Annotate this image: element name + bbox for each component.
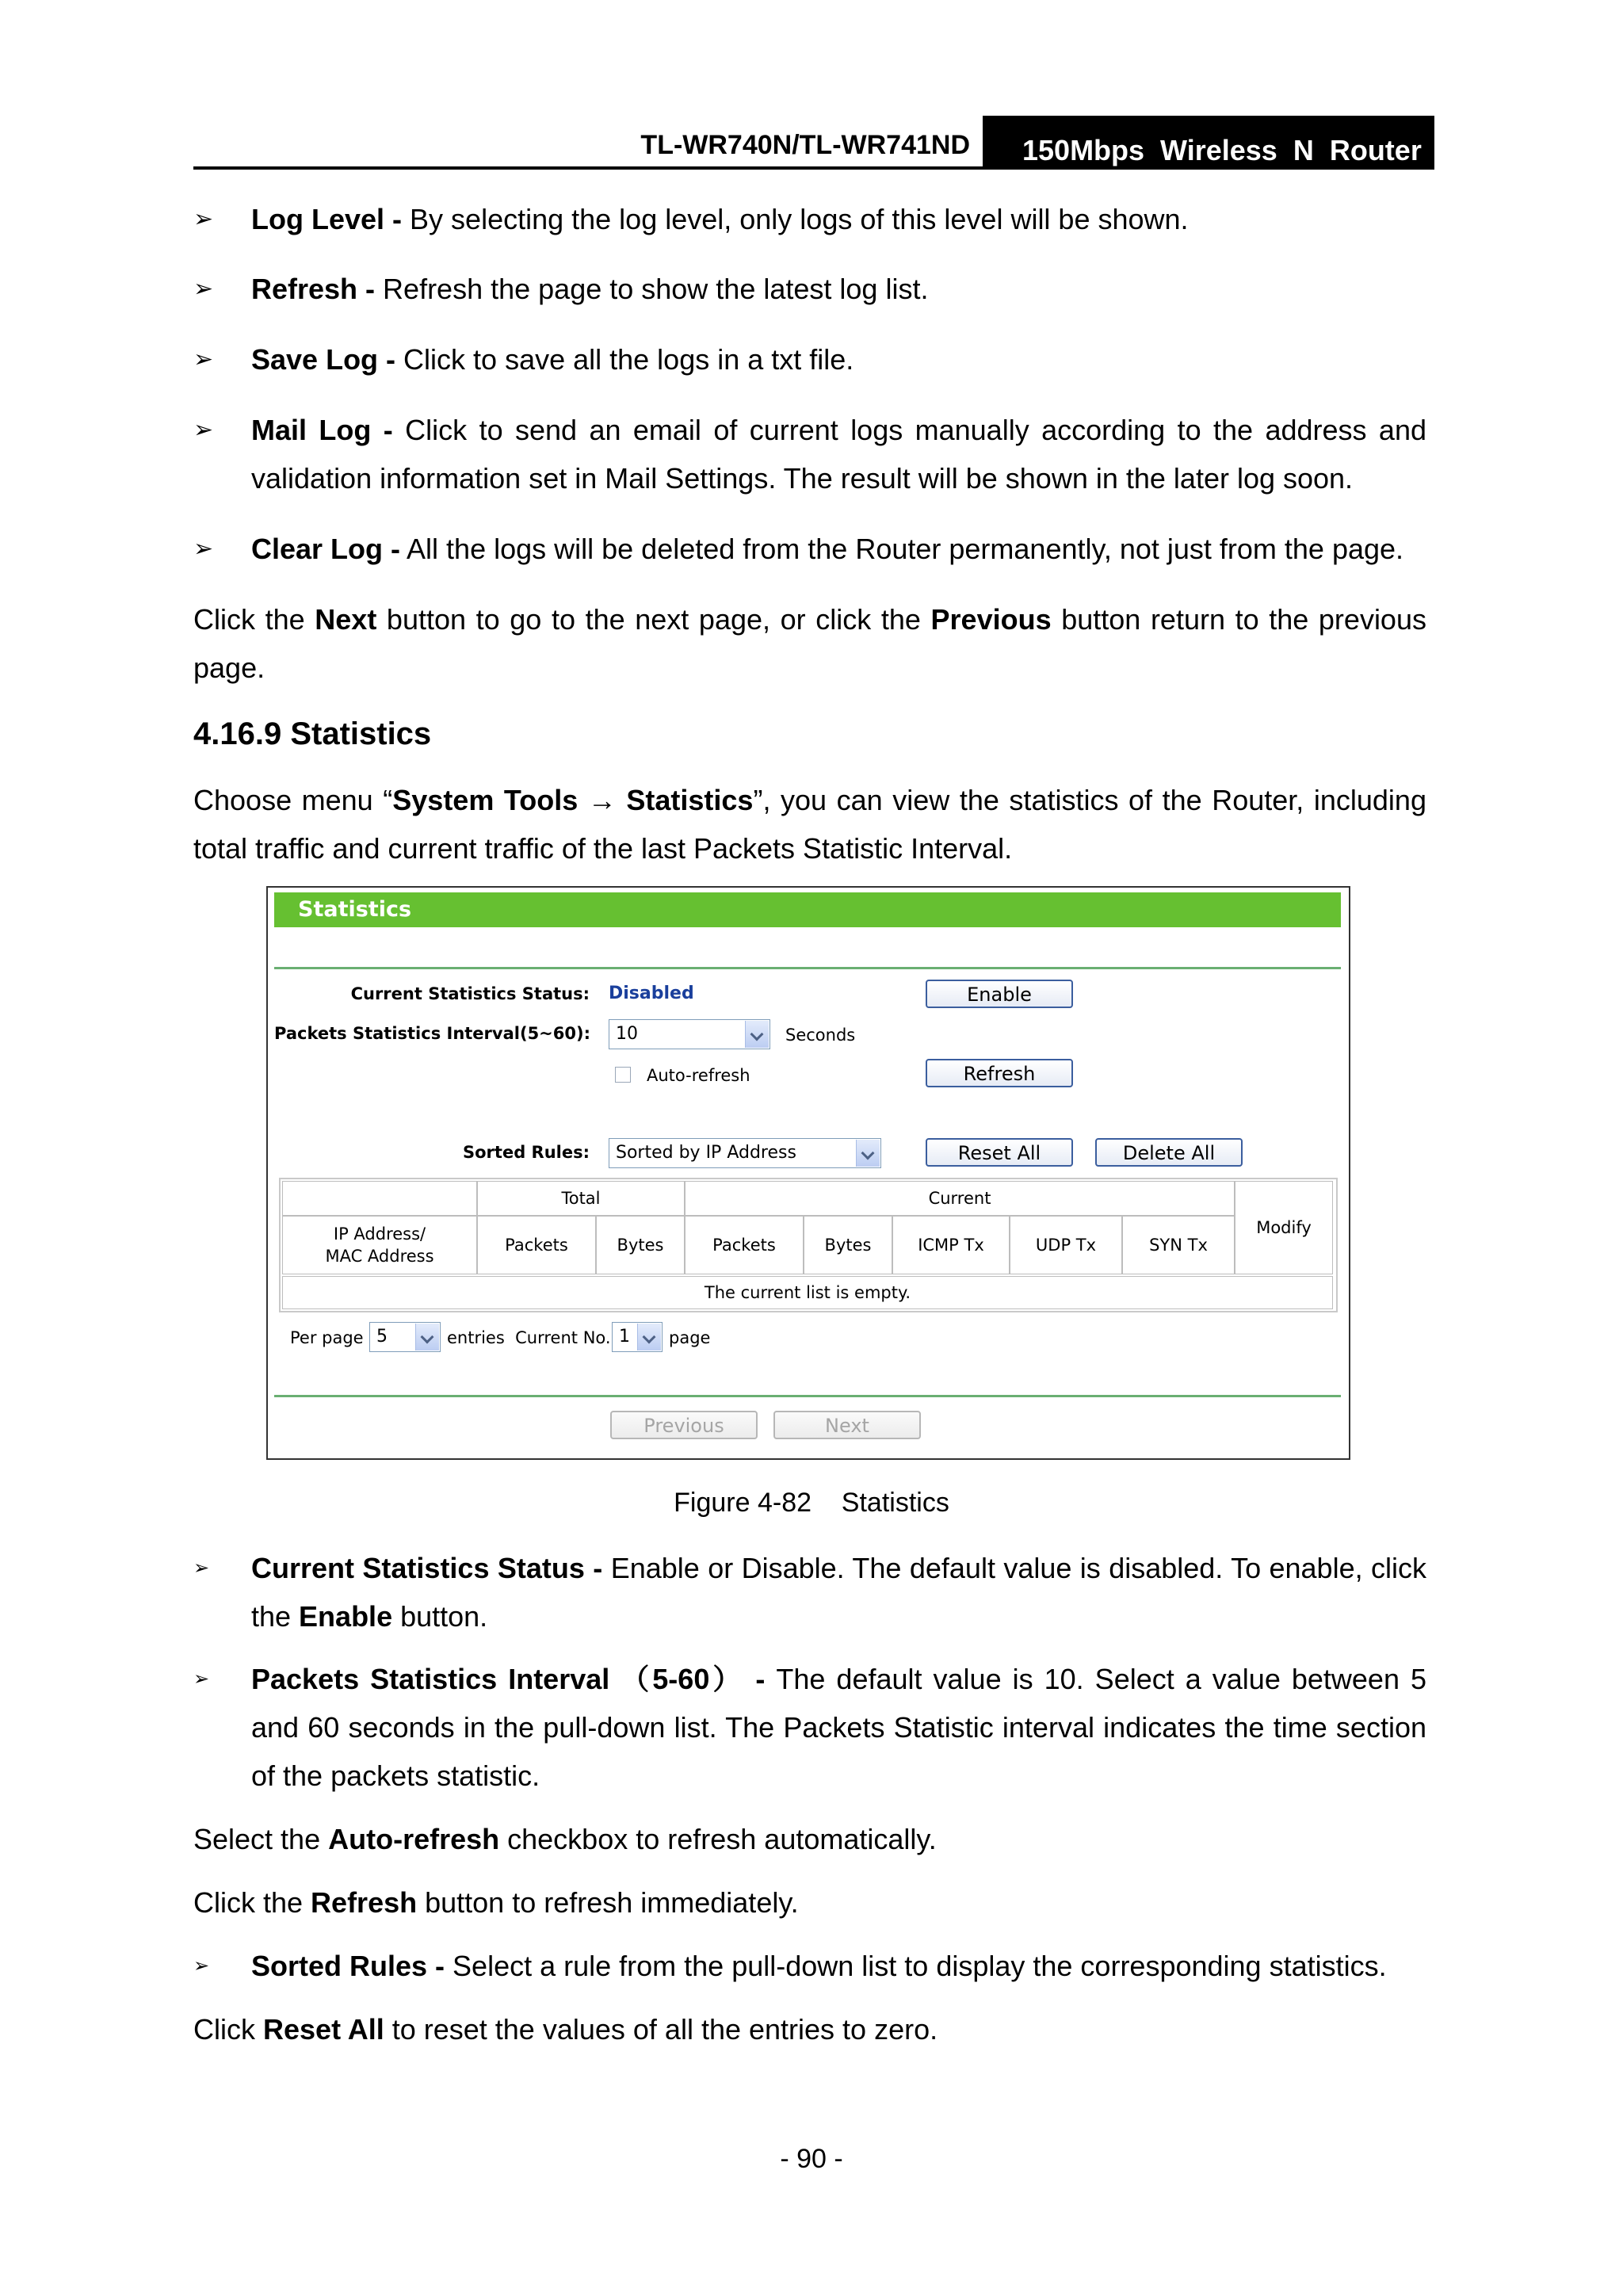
reset-all-button[interactable]: Reset All <box>926 1138 1073 1167</box>
section-heading: 4.16.9 Statistics <box>193 716 432 751</box>
sorted-rules-value: Sorted by IP Address <box>616 1143 796 1163</box>
status-value: Disabled <box>609 984 694 1003</box>
bullet-sorted-rules: ➢ Sorted Rules - Select a rule from the pull-down list to display the corresponding statistics. <box>193 1942 1426 1990</box>
menu-arrow: → <box>578 784 627 816</box>
bullet-term: Refresh - <box>251 273 376 305</box>
chevron-down-icon <box>637 1324 661 1350</box>
bullet-arrow-icon: ➢ <box>193 1955 210 1977</box>
nav-paragraph: Click the Next button to go to the next page, or click the Previous button return to the previous page. <box>193 603 1426 684</box>
panel-bottom-rule <box>274 1395 1341 1397</box>
panel-title-bar <box>274 892 1341 927</box>
bullet-term: Save Log - <box>251 343 396 376</box>
section-intro: Choose menu “System Tools → Statistics”, you can view the statistics of the Router, including total traffic and current traffic of the last Packets Statistic Interval. <box>193 784 1426 865</box>
bullet-arrow-icon: ➢ <box>193 346 214 372</box>
interval-select[interactable] <box>609 1019 770 1049</box>
col-header-total-bytes: Bytes <box>596 1216 685 1274</box>
auto-refresh-paragraph: Select the Auto-refresh checkbox to refresh automatically. <box>193 1823 937 1855</box>
bullet-mail-log <box>193 406 1426 502</box>
header-product: 150Mbps Wireless N Router <box>1022 134 1422 166</box>
statistics-figure <box>266 886 1350 1460</box>
auto-refresh-label: Auto-refresh <box>647 1066 750 1085</box>
sorted-rules-label: Sorted Rules: <box>463 1143 590 1162</box>
bullet-text: Click to send an email of current logs manually according to the address and validation information set in Mail Settings. The result will be shown in the later log soon. <box>251 414 1426 495</box>
header-model: TL-WR740N/TL-WR741ND <box>640 130 970 160</box>
reset-paragraph: Click Reset All to reset the values of all the entries to zero. <box>193 2013 938 2046</box>
bullet-arrow-icon: ➢ <box>193 1668 210 1690</box>
bullet-arrow-icon: ➢ <box>193 206 214 232</box>
page-header <box>193 116 1434 171</box>
bullet-text: Refresh the page to show the latest log list. <box>375 273 929 305</box>
refresh-paragraph: Click the Refresh button to refresh immediately. <box>193 1886 799 1919</box>
bullet-clear-log <box>193 525 1426 573</box>
figure-caption: Figure 4-82 Statistics <box>674 1488 949 1518</box>
refresh-button[interactable]: Refresh <box>926 1059 1073 1087</box>
bullet-current-status: ➢ Current Statistics Status - Enable or Disable. The default value is disabled. To enable, click the Enable button. <box>193 1544 1426 1641</box>
previous-button[interactable]: Previous <box>610 1411 758 1439</box>
bullet-term: Log Level - <box>251 203 403 235</box>
group-header-current: Current <box>685 1181 1235 1216</box>
table-corner-cell <box>282 1181 477 1216</box>
bullet-save-log <box>193 335 1426 384</box>
group-header-total: Total <box>477 1181 685 1216</box>
next-button[interactable]: Next <box>773 1411 921 1439</box>
panel-title: Statistics <box>298 897 412 922</box>
interval-select-value: 10 <box>616 1024 638 1044</box>
page-number: - 90 - <box>780 2144 843 2174</box>
status-label: Current Statistics Status: <box>350 984 590 1003</box>
col-header-modify: Modify <box>1235 1181 1333 1274</box>
entries-label: entries Current No. <box>447 1328 611 1347</box>
bullet-log-level <box>193 195 1426 243</box>
per-page-value: 5 <box>376 1327 388 1347</box>
current-no-select[interactable] <box>612 1322 663 1352</box>
col-header-current-bytes: Bytes <box>804 1216 892 1274</box>
interval-label: Packets Statistics Interval(5~60): <box>274 1024 590 1043</box>
auto-refresh-checkbox[interactable] <box>615 1067 631 1083</box>
seconds-label: Seconds <box>785 1026 856 1045</box>
page-label: page <box>669 1328 711 1347</box>
chevron-down-icon <box>745 1021 769 1048</box>
bullet-packets-interval: ➢ Packets Statistics Interval （5-60） - The default value is 10. Select a value between 5 and 60 seconds in the pull-down list. The Packets Statistic interval indicates the time section of the packets statistic. <box>193 1655 1426 1800</box>
header-rule <box>193 166 986 170</box>
sorted-rules-select[interactable] <box>609 1138 881 1168</box>
col-header-syn: SYN Tx <box>1122 1216 1235 1274</box>
chevron-down-icon <box>856 1140 880 1167</box>
per-page-label: Per page <box>290 1328 364 1347</box>
current-no-value: 1 <box>619 1327 630 1347</box>
col-header-current-packets: Packets <box>685 1216 804 1274</box>
enable-button[interactable]: Enable <box>926 980 1073 1008</box>
bullet-text: All the logs will be deleted from the Router permanently, not just from the page. <box>400 533 1404 565</box>
bullet-term: Clear Log - <box>251 533 401 565</box>
col-header-total-packets: Packets <box>477 1216 596 1274</box>
bullet-text: Click to save all the logs in a txt file. <box>395 343 854 376</box>
chevron-down-icon <box>415 1324 439 1350</box>
header-product-box <box>983 116 1434 170</box>
bullet-arrow-icon: ➢ <box>193 536 214 562</box>
bullet-term: Mail Log - <box>251 414 393 446</box>
bullet-refresh <box>193 265 1426 313</box>
delete-all-button[interactable]: Delete All <box>1095 1138 1243 1167</box>
bullet-text: By selecting the log level, only logs of this level will be shown. <box>402 203 1189 235</box>
col-header-udp: UDP Tx <box>1010 1216 1122 1274</box>
bullet-arrow-icon: ➢ <box>193 1557 210 1579</box>
per-page-select[interactable] <box>369 1322 441 1352</box>
panel-top-rule <box>274 967 1341 969</box>
bullet-arrow-icon: ➢ <box>193 417 214 443</box>
col-header-ip-mac: IP Address/ MAC Address <box>282 1216 477 1274</box>
bullet-arrow-icon: ➢ <box>193 276 214 302</box>
col-header-icmp: ICMP Tx <box>892 1216 1010 1274</box>
table-empty-row: The current list is empty. <box>282 1276 1333 1309</box>
